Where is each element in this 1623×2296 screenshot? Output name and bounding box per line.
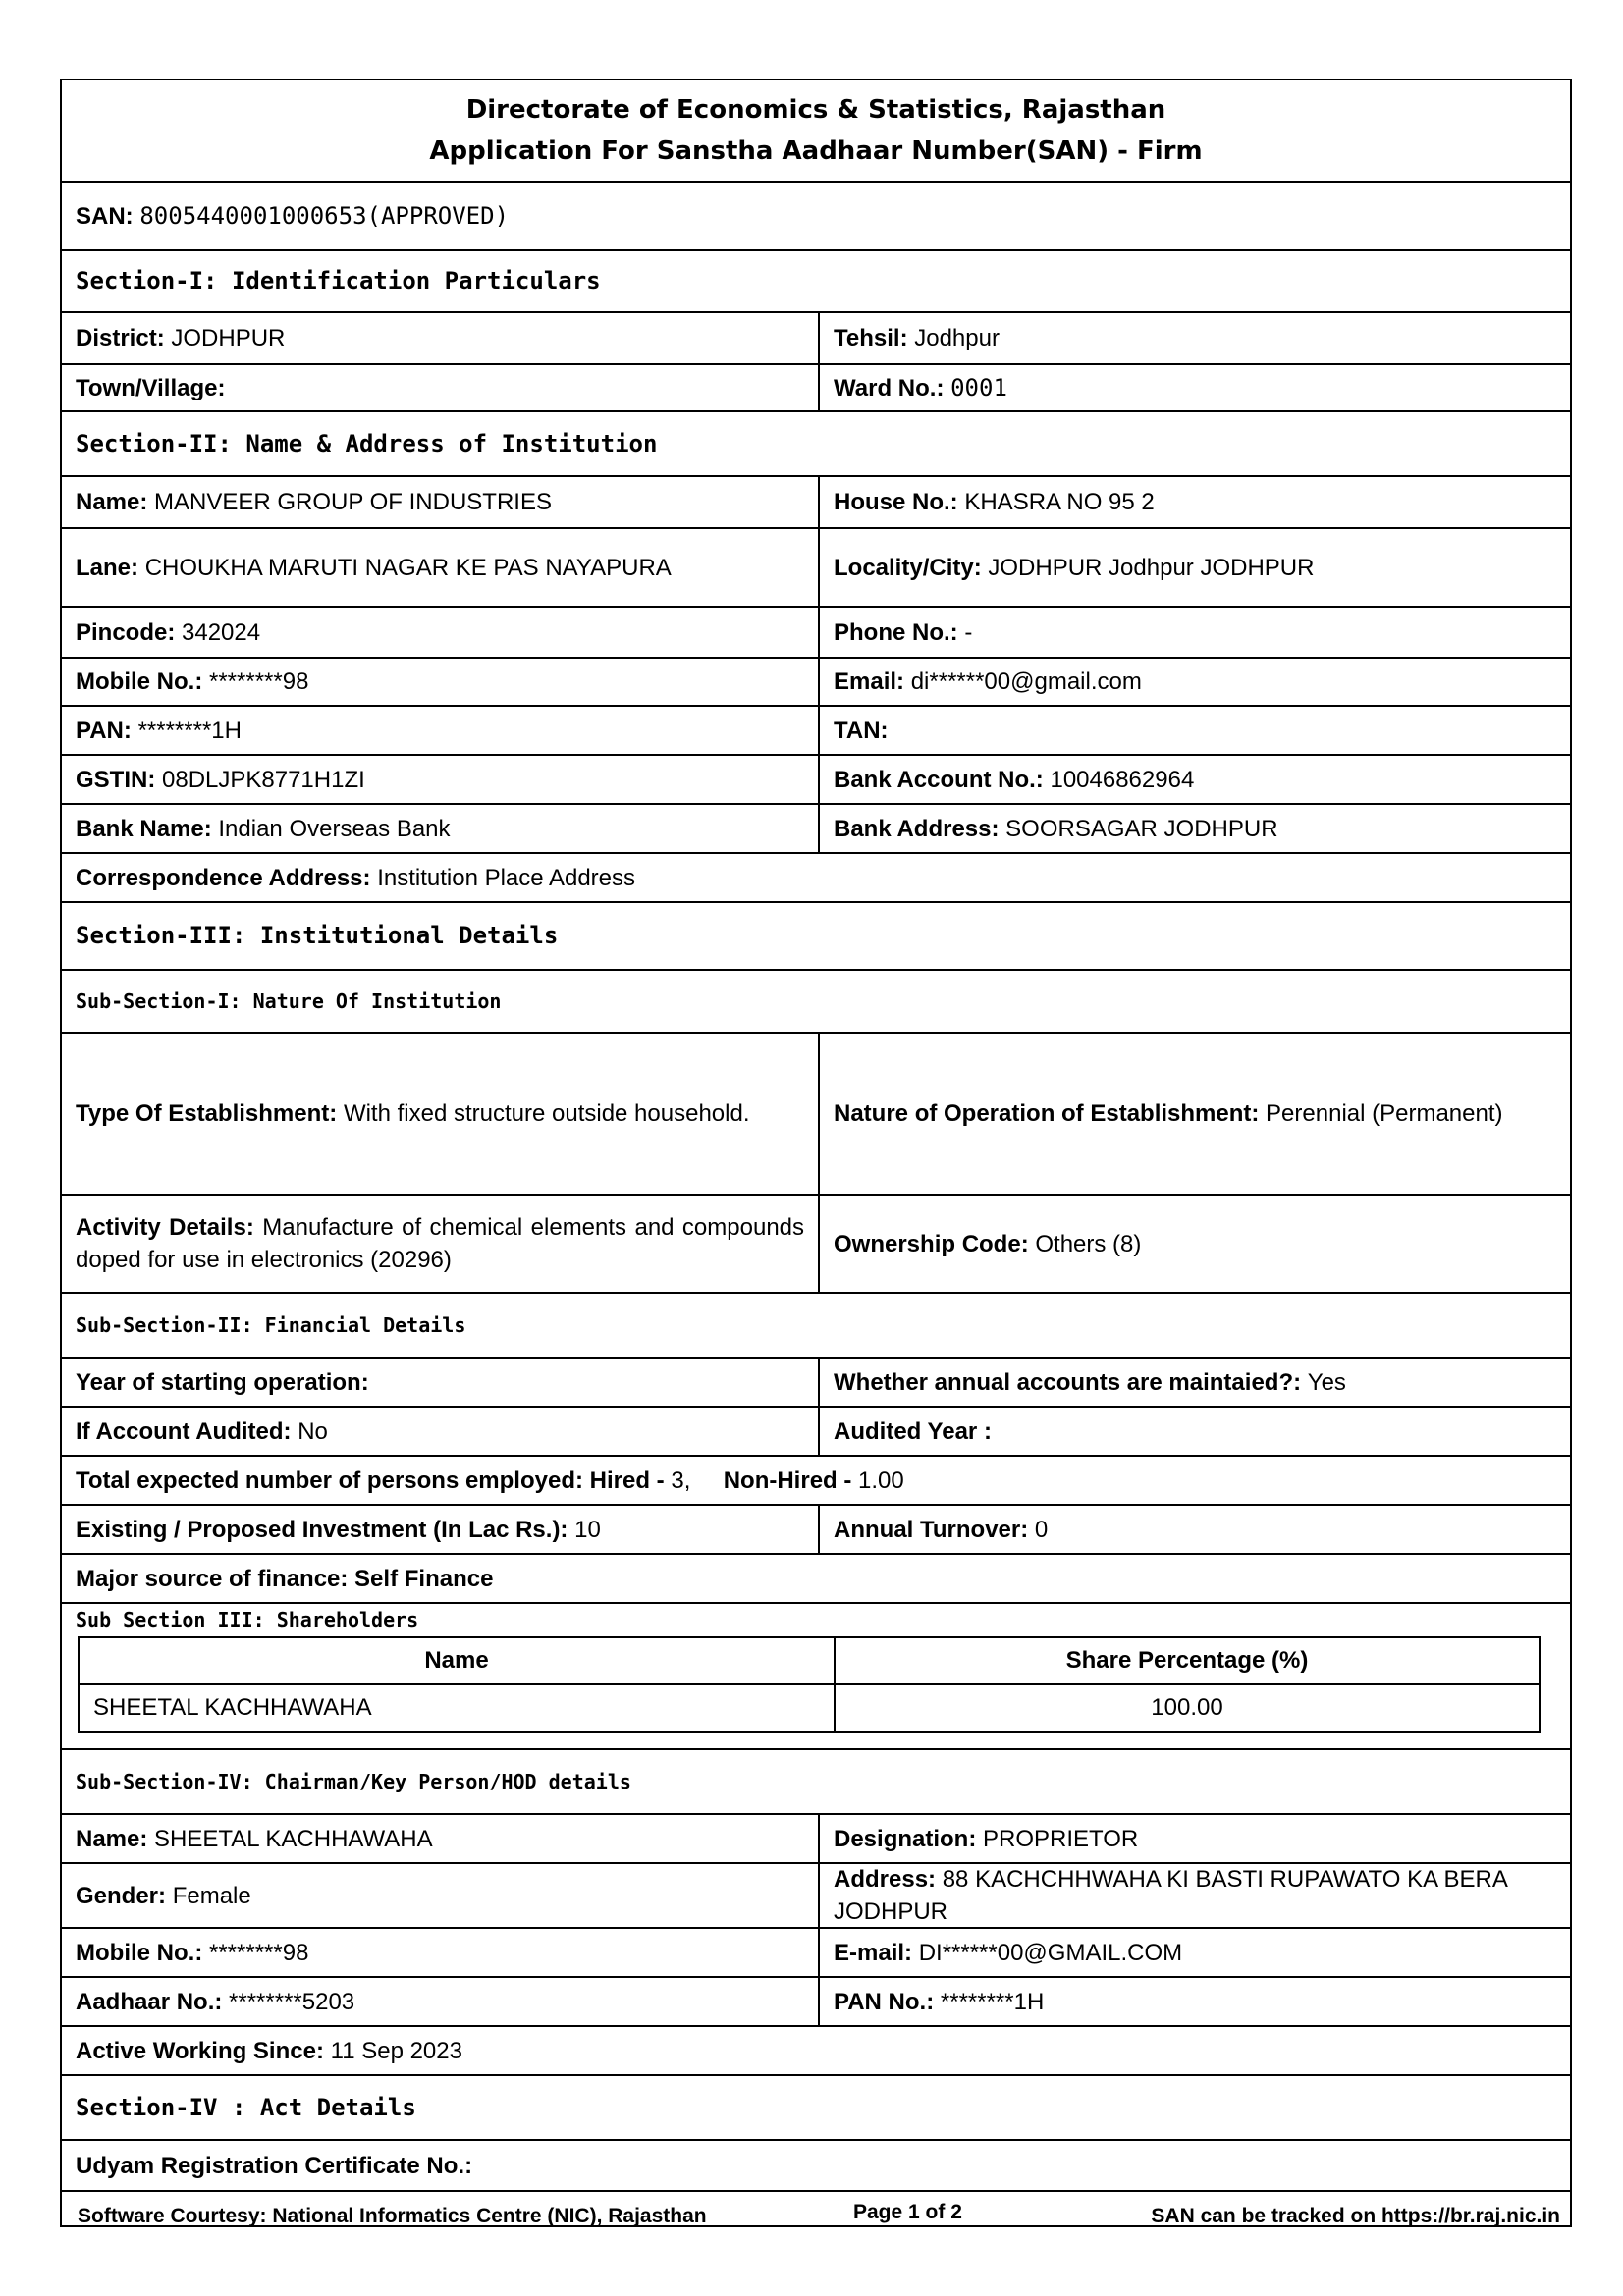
udyam-label: Udyam Registration Certificate No.: [76, 2152, 473, 2179]
tan-field [820, 707, 1570, 754]
udyam-field [62, 2141, 1570, 2190]
subsection-4-heading [62, 1748, 1570, 1813]
subsection-4-title: Sub-Section-IV: Chairman/Key Person/HOD details [76, 1769, 631, 1793]
turnover-value: 0 [1034, 1516, 1049, 1543]
institution-name-label: Name: [76, 489, 148, 515]
footer-tracking-link: SAN can be tracked on https://br.raj.nic.in [1151, 2205, 1560, 2227]
keyperson-mobile-label: Mobile No.: [76, 1939, 203, 1966]
keyperson-address-field [820, 1864, 1570, 1927]
keyperson-name-row [62, 1813, 1570, 1862]
san-label: SAN: [76, 202, 134, 230]
keyperson-contact-row [62, 1927, 1570, 1976]
audited-value: No [298, 1417, 328, 1445]
turnover-field [820, 1506, 1570, 1553]
keyperson-pan-value: ********1H [940, 1988, 1045, 2015]
aadhaar-label: Aadhaar No.: [76, 1988, 223, 2015]
active-since-field [62, 2027, 1570, 2074]
ownership-field [820, 1196, 1570, 1292]
locality-label: Locality/City: [834, 554, 982, 581]
ward-label: Ward No.: [834, 374, 945, 401]
audit-row [62, 1406, 1570, 1455]
bank-account-value: 10046862964 [1050, 766, 1195, 793]
institution-name-value: MANVEER GROUP OF INDUSTRIES [154, 489, 552, 515]
shareholders-header-row [79, 1637, 1540, 1684]
persons-employed-field [62, 1457, 1570, 1504]
subsection-1-heading [62, 969, 1570, 1032]
year-start-label: Year of starting operation: [76, 1368, 369, 1396]
share-percentage-header: Share Percentage (%) [835, 1637, 1540, 1684]
nonhired-label: Non-Hired - [723, 1467, 852, 1494]
mobile-label: Mobile No.: [76, 668, 203, 695]
lane-label: Lane: [76, 554, 139, 581]
application-title: Application For Sanstha Aadhaar Number(SAN) - Firm [429, 136, 1203, 166]
bank-name-value: Indian Overseas Bank [218, 815, 451, 842]
town-ward-row [62, 363, 1570, 410]
pincode-field [62, 608, 820, 657]
establishment-row [62, 1032, 1570, 1194]
designation-value: PROPRIETOR [983, 1825, 1139, 1852]
section-1-heading [62, 249, 1570, 311]
footer-page-number: Page 1 of 2 [853, 2201, 962, 2223]
finance-source-row [62, 1553, 1570, 1602]
ward-value: 0001 [950, 373, 1007, 401]
audited-label: If Account Audited: [76, 1417, 292, 1445]
form-header [62, 80, 1570, 181]
section-3-title: Section-III: Institutional Details [76, 922, 559, 949]
persons-employed-row [62, 1455, 1570, 1504]
keyperson-id-row [62, 1976, 1570, 2025]
tehsil-value: Jodhpur [914, 325, 1000, 351]
section-2-heading [62, 410, 1570, 475]
udyam-row [62, 2139, 1570, 2190]
turnover-label: Annual Turnover: [834, 1516, 1029, 1543]
page-footer [78, 2199, 1560, 2238]
keyperson-address-value: 88 KACHCHHWAHA KI BASTI RUPAWATO KA BERA JODHPUR [834, 1866, 1507, 1925]
designation-field [820, 1815, 1570, 1862]
gender-field [62, 1864, 820, 1927]
correspondence-value: Institution Place Address [377, 864, 636, 891]
table-row [79, 1684, 1540, 1732]
keyperson-mobile-value: ********98 [209, 1939, 309, 1966]
shareholder-name-header: Name [79, 1637, 835, 1684]
district-tehsil-row [62, 311, 1570, 363]
nonhired-value: 1.00 [858, 1467, 904, 1494]
pincode-label: Pincode: [76, 618, 176, 646]
name-house-row [62, 475, 1570, 527]
establishment-type-value: With fixed structure outside household. [343, 1100, 750, 1127]
keyperson-name-value: SHEETAL KACHHAWAHA [154, 1825, 433, 1852]
pan-label: PAN: [76, 717, 132, 744]
section-3-heading [62, 901, 1570, 969]
investment-field [62, 1506, 820, 1553]
aadhaar-value: ********5203 [229, 1988, 355, 2015]
establishment-type-label: Type Of Establishment: [76, 1100, 338, 1127]
lane-locality-row [62, 527, 1570, 606]
gstin-bank-account-row [62, 754, 1570, 803]
town-label: Town/Village: [76, 374, 226, 401]
aadhaar-field [62, 1978, 820, 2025]
district-label: District: [76, 325, 165, 351]
tan-label: TAN: [834, 717, 889, 744]
designation-label: Designation: [834, 1825, 977, 1852]
mobile-email-row [62, 657, 1570, 705]
district-field [62, 313, 820, 363]
house-field [820, 477, 1570, 527]
ownership-value: Others (8) [1035, 1230, 1142, 1257]
pan-tan-row [62, 705, 1570, 754]
section-4-title: Section-IV : Act Details [76, 2093, 416, 2121]
subsection-2-heading [62, 1292, 1570, 1357]
keyperson-email-value: DI******00@GMAIL.COM [918, 1939, 1183, 1966]
finance-source-field [62, 1555, 1570, 1602]
san-cell [62, 183, 1570, 249]
operation-nature-label: Nature of Operation of Establishment: [834, 1100, 1260, 1127]
bank-name-field [62, 805, 820, 852]
pan-value: ********1H [137, 717, 242, 744]
directorate-title: Directorate of Economics & Statistics, Rajasthan [465, 95, 1166, 125]
town-field [62, 365, 820, 410]
active-since-value: 11 Sep 2023 [330, 2037, 462, 2064]
subsection-1-title: Sub-Section-I: Nature Of Institution [76, 988, 502, 1013]
gender-address-row [62, 1862, 1570, 1927]
audited-year-field [820, 1408, 1570, 1455]
pincode-phone-row [62, 606, 1570, 657]
shareholders-block [62, 1602, 1570, 1748]
investment-value: 10 [574, 1516, 601, 1543]
email-field [820, 659, 1570, 705]
correspondence-field [62, 854, 1570, 901]
activity-field [62, 1196, 820, 1292]
investment-turnover-row [62, 1504, 1570, 1553]
footer-courtesy: Software Courtesy: National Informatics Centre (NIC), Rajasthan [78, 2205, 707, 2227]
annual-accounts-field [820, 1359, 1570, 1406]
keyperson-name-field [62, 1815, 820, 1862]
phone-field [820, 608, 1570, 657]
operation-accounts-row [62, 1357, 1570, 1406]
gender-value: Female [172, 1882, 251, 1909]
pan-field [62, 707, 820, 754]
hired-value: 3, [671, 1467, 691, 1494]
persons-employed-label: Total expected number of persons employed: Hired - [76, 1467, 665, 1494]
keyperson-pan-label: PAN No.: [834, 1988, 935, 2015]
email-label: Email: [834, 668, 905, 695]
keyperson-pan-field [820, 1978, 1570, 2025]
finance-source-text: Major source of finance: Self Finance [76, 1565, 494, 1592]
subsection-3-title: Sub Section III: Shareholders [76, 1608, 419, 1631]
house-value: KHASRA NO 95 2 [964, 489, 1155, 515]
activity-label: Activity Details: [76, 1214, 254, 1241]
operation-nature-value: Perennial (Permanent) [1266, 1100, 1503, 1127]
correspondence-label: Correspondence Address: [76, 864, 371, 891]
email-value: di******00@gmail.com [910, 668, 1142, 695]
bank-name-address-row [62, 803, 1570, 852]
pincode-value: 342024 [182, 618, 261, 646]
gstin-label: GSTIN: [76, 766, 156, 793]
house-label: House No.: [834, 489, 958, 515]
keyperson-mobile-field [62, 1929, 820, 1976]
bank-name-label: Bank Name: [76, 815, 212, 842]
gstin-value: 08DLJPK8771H1ZI [162, 766, 365, 793]
active-since-label: Active Working Since: [76, 2037, 324, 2064]
application-form [60, 79, 1572, 2227]
gstin-field [62, 756, 820, 803]
lane-value: CHOUKHA MARUTI NAGAR KE PAS NAYAPURA [144, 554, 672, 581]
keyperson-email-field [820, 1929, 1570, 1976]
audited-year-label: Audited Year : [834, 1417, 992, 1445]
investment-label: Existing / Proposed Investment (In Lac Rs.): [76, 1516, 568, 1543]
mobile-value: ********98 [209, 668, 309, 695]
section-2-title: Section-II: Name & Address of Institution [76, 429, 658, 457]
keyperson-name-label: Name: [76, 1825, 148, 1852]
activity-value: Manufacture of chemical elements and compounds doped for use in electronics (20296) [76, 1214, 805, 1273]
shareholders-table [78, 1636, 1541, 1733]
form-header-titles [62, 80, 1570, 181]
subsection-2-title: Sub-Section-II: Financial Details [76, 1312, 466, 1337]
keyperson-address-label: Address: [834, 1866, 937, 1893]
activity-ownership-row [62, 1194, 1570, 1292]
tehsil-label: Tehsil: [834, 325, 908, 351]
lane-field [62, 529, 820, 606]
bank-address-label: Bank Address: [834, 815, 1000, 842]
institution-name-field [62, 477, 820, 527]
bank-address-field [820, 805, 1570, 852]
phone-value: - [964, 618, 973, 646]
correspondence-row [62, 852, 1570, 901]
operation-nature-field [820, 1034, 1570, 1194]
section-1-title: Section-I: Identification Particulars [76, 267, 601, 294]
district-value: JODHPUR [171, 325, 286, 351]
ward-field [820, 365, 1570, 410]
section-4-heading [62, 2074, 1570, 2139]
locality-field [820, 529, 1570, 606]
bank-address-value: SOORSAGAR JODHPUR [1005, 815, 1278, 842]
phone-label: Phone No.: [834, 618, 958, 646]
annual-accounts-label: Whether annual accounts are maintaied?: [834, 1368, 1302, 1396]
mobile-field [62, 659, 820, 705]
gender-label: Gender: [76, 1882, 167, 1909]
year-start-field [62, 1359, 820, 1406]
establishment-type-field [62, 1034, 820, 1194]
bank-account-label: Bank Account No.: [834, 766, 1044, 793]
keyperson-email-label: E-mail: [834, 1939, 913, 1966]
san-value: 8005440001000653(APPROVED) [139, 201, 510, 230]
san-row [62, 181, 1570, 249]
locality-value: JODHPUR Jodhpur JODHPUR [988, 554, 1315, 581]
shareholder-name: SHEETAL KACHHAWAHA [79, 1684, 835, 1732]
active-since-row [62, 2025, 1570, 2074]
audited-field [62, 1408, 820, 1455]
shareholder-share: 100.00 [835, 1684, 1540, 1732]
tehsil-field [820, 313, 1570, 363]
ownership-label: Ownership Code: [834, 1230, 1029, 1257]
bank-account-field [820, 756, 1570, 803]
annual-accounts-value: Yes [1307, 1368, 1346, 1396]
